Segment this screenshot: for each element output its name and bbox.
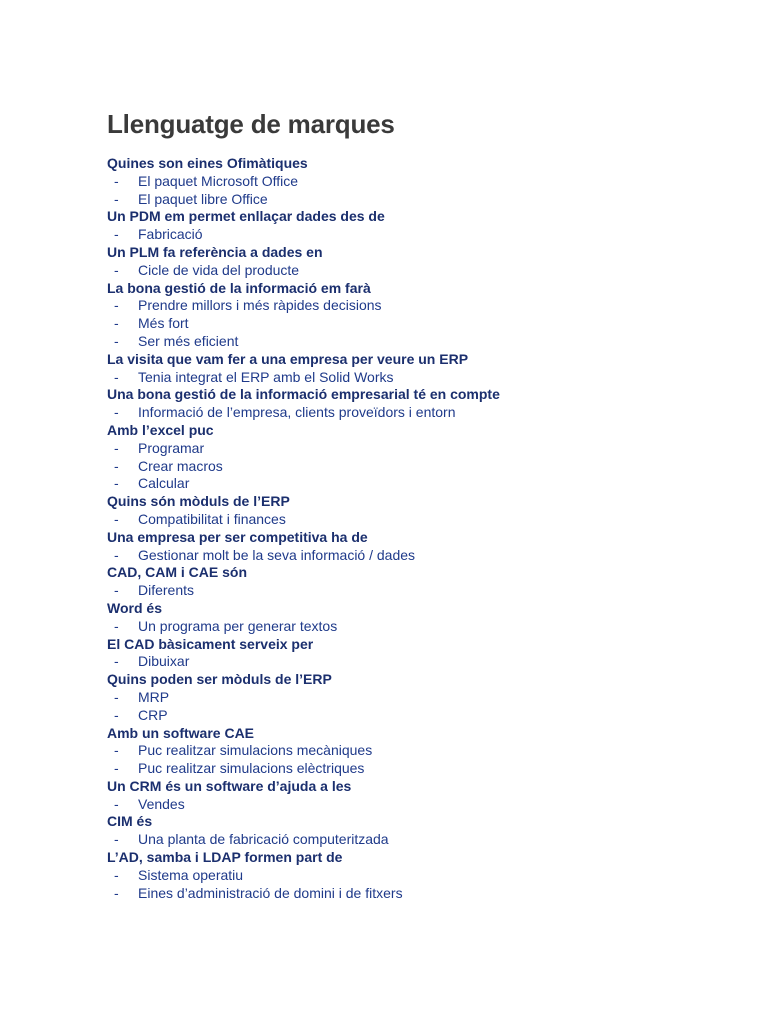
answer-item <box>107 760 727 778</box>
answer-text: Dibuixar <box>138 653 190 670</box>
answer-text: Diferents <box>138 582 195 599</box>
question-heading: Una empresa per ser competitiva ha de <box>107 528 368 545</box>
answer-item <box>107 511 727 529</box>
answer-text: Prendre millors i més ràpides decisions <box>138 297 382 314</box>
answer-text: Cicle de vida del producte <box>138 261 300 278</box>
answer-text: Gestionar molt be la seva informació / dades <box>138 546 416 563</box>
answer-text: Un programa per generar textos <box>138 617 338 634</box>
bullet-dash: - <box>114 297 119 314</box>
question-heading: CAD, CAM i CAE són <box>107 564 247 581</box>
answer-item <box>107 297 727 315</box>
bullet-dash: - <box>114 510 119 527</box>
bullet-dash: - <box>114 582 119 599</box>
answer-item <box>107 440 727 458</box>
question-heading: Amb un software CAE <box>107 724 255 741</box>
answer-item <box>107 653 727 671</box>
question-heading: La visita que vam fer a una empresa per veure un ERP <box>107 350 469 367</box>
bullet-dash: - <box>114 332 119 349</box>
answer-text: Eines d’administració de domini i de fitxers <box>138 884 403 901</box>
answer-text: Crear macros <box>138 457 223 474</box>
bullet-dash: - <box>114 546 119 563</box>
question-heading: Word és <box>107 599 162 616</box>
bullet-dash: - <box>114 866 119 883</box>
answer-text: Ser més eficient <box>138 332 239 349</box>
answer-item <box>107 885 727 903</box>
question-heading: Quins són mòduls de l’ERP <box>107 493 290 510</box>
answer-text: Vendes <box>138 795 185 812</box>
answer-item <box>107 315 727 333</box>
answer-item <box>107 689 727 707</box>
answer-text: Informació de l’empresa, clients proveïdors i entorn <box>138 404 456 421</box>
bullet-dash: - <box>114 795 119 812</box>
answer-item <box>107 707 727 725</box>
question-heading: Quins poden ser mòduls de l’ERP <box>107 671 332 688</box>
bullet-dash: - <box>114 315 119 332</box>
question-heading: Un CRM és un software d’ajuda a les <box>107 777 352 794</box>
question-heading: El CAD bàsicament serveix per <box>107 635 314 652</box>
bullet-dash: - <box>114 368 119 385</box>
answer-item <box>107 796 727 814</box>
bullet-dash: - <box>114 884 119 901</box>
bullet-dash: - <box>114 439 119 456</box>
bullet-dash: - <box>114 172 119 189</box>
answer-item <box>107 173 727 191</box>
question-answer-list <box>107 155 727 902</box>
question-heading: Una bona gestió de la informació empresarial té en compte <box>107 386 500 403</box>
bullet-dash: - <box>114 760 119 777</box>
bullet-dash: - <box>114 226 119 243</box>
answer-item <box>107 475 727 493</box>
question-heading: La bona gestió de la informació em farà <box>107 279 371 296</box>
bullet-dash: - <box>114 706 119 723</box>
answer-text: Compatibilitat i finances <box>138 510 286 527</box>
bullet-dash: - <box>114 190 119 207</box>
answer-item <box>107 582 727 600</box>
answer-item <box>107 867 727 885</box>
question-heading: Un PLM fa referència a dades en <box>107 243 323 260</box>
bullet-dash: - <box>114 404 119 421</box>
bullet-dash: - <box>114 688 119 705</box>
answer-text: Més fort <box>138 315 189 332</box>
answer-item <box>107 831 727 849</box>
bullet-dash: - <box>114 475 119 492</box>
bullet-dash: - <box>114 653 119 670</box>
answer-item <box>107 547 727 565</box>
bullet-dash: - <box>114 261 119 278</box>
answer-item <box>107 618 727 636</box>
answer-text: Fabricació <box>138 226 203 243</box>
bullet-dash: - <box>114 617 119 634</box>
answer-item <box>107 458 727 476</box>
answer-text: Calcular <box>138 475 190 492</box>
question-heading: Un PDM em permet enllaçar dades des de <box>107 208 385 225</box>
bullet-dash: - <box>114 457 119 474</box>
answer-text: MRP <box>138 688 170 705</box>
answer-text: Sistema operatiu <box>138 866 244 883</box>
question-heading: L’AD, samba i LDAP formen part de <box>107 849 343 866</box>
question-heading: Amb l’excel puc <box>107 421 214 438</box>
page-title: Llenguatge de marques <box>107 109 395 139</box>
answer-text: Puc realitzar simulacions mecàniques <box>138 742 373 759</box>
answer-item <box>107 226 727 244</box>
answer-item <box>107 742 727 760</box>
answer-text: Tenia integrat el ERP amb el Solid Works <box>138 368 394 385</box>
question-heading: Quines son eines Ofimàtiques <box>107 155 308 171</box>
answer-item <box>107 404 727 422</box>
bullet-dash: - <box>114 742 119 759</box>
answer-text: Programar <box>138 439 205 456</box>
answer-item <box>107 191 727 209</box>
answer-text: El paquet libre Office <box>138 190 268 207</box>
answer-item <box>107 262 727 280</box>
answer-text: Una planta de fabricació computeritzada <box>138 831 389 848</box>
answer-text: Puc realitzar simulacions elèctriques <box>138 760 365 777</box>
answer-item <box>107 369 727 387</box>
question-heading: CIM és <box>107 813 153 830</box>
bullet-dash: - <box>114 831 119 848</box>
answer-text: El paquet Microsoft Office <box>138 172 299 189</box>
answer-text: CRP <box>138 706 168 723</box>
answer-item <box>107 333 727 351</box>
